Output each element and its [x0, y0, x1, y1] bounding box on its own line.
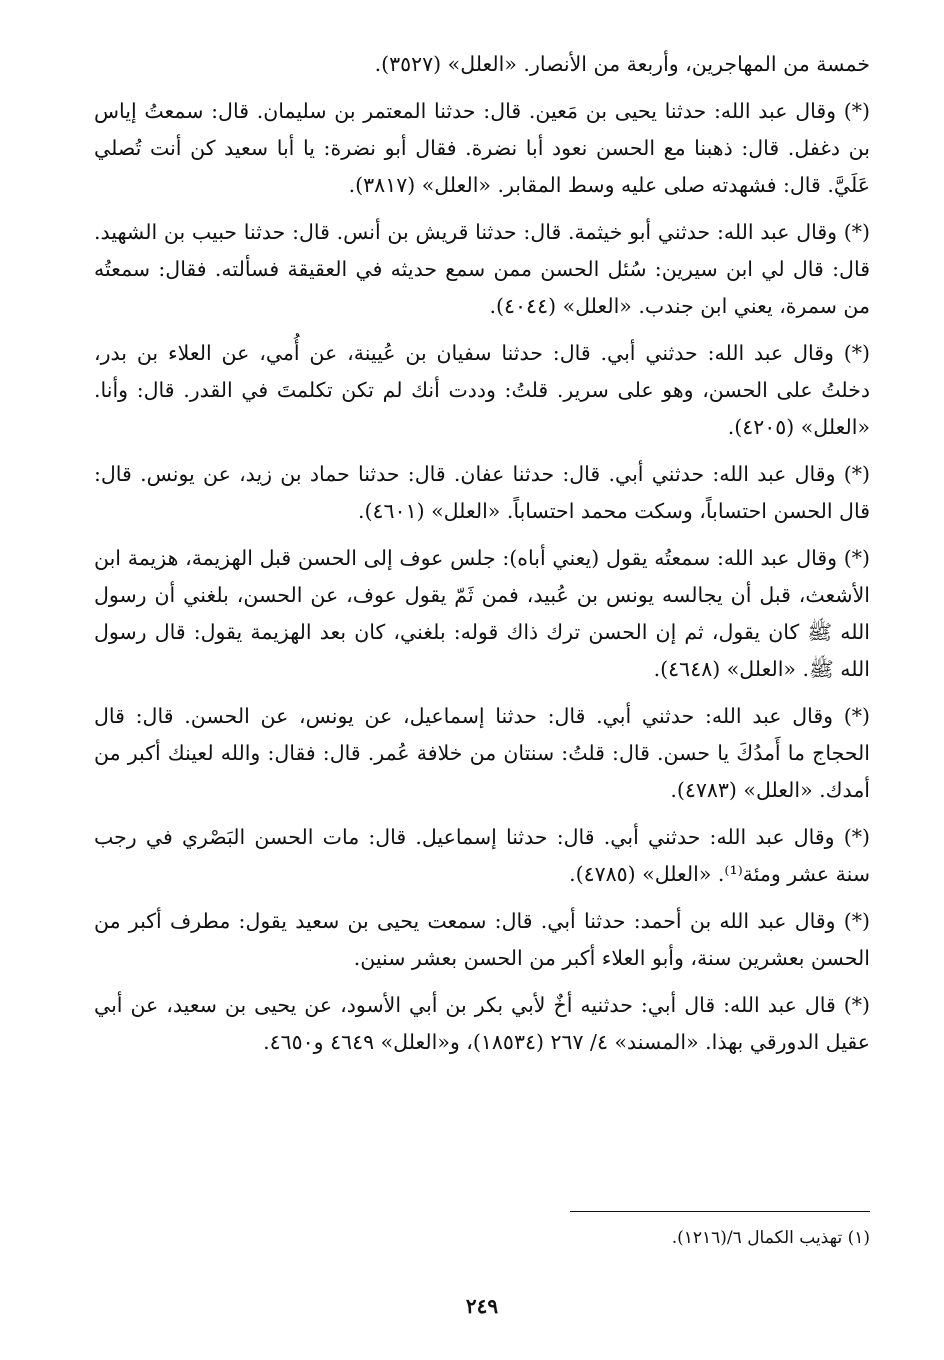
paragraph-3: (*) وقال عبد الله: حدثني أبو خيثمة. قال: حدثنا قريش بن أنس. قال: حدثنا حبيب بن الشهيد. قال: قال لي ابن سيرين: سُئل الحسن ممن سمع حديثه في العقيقة فسألته. فقال: سمعتُه من سمرة، يعني ابن جندب. «العلل» (٤٠٤٤). [94, 220, 870, 318]
footnote-divider [570, 1211, 870, 1212]
paragraph-8: (*) وقال عبد الله: حدثني أبي. قال: حدثنا إسماعيل. قال: مات الحسن البَصْري في رجب سنة عشر ومئة⁽¹⁾. «العلل» (٤٧٨٥). [94, 825, 870, 886]
paragraph-5: (*) وقال عبد الله: حدثني أبي. قال: حدثنا عفان. قال: حدثنا حماد بن زيد، عن يونس. قال: قال الحسن احتساباً، وسكت محمد احتساباً. «العلل» (٤٦٠١). [94, 462, 870, 523]
paragraph-7: (*) وقال عبد الله: حدثني أبي. قال: حدثنا إسماعيل، عن يونس، عن الحسن. قال: قال الحجاج ما أَمدُكَ يا حسن. قال: قلتُ: سنتان من خلافة عُمر. قال: فقال: والله لعينك أكبر من أمدك. «العلل» (٤٧٨٣). [94, 704, 870, 802]
footnote: (١) تهذيب الكمال ٦/(١٢١٦). [671, 1228, 870, 1248]
page-number: ٢٤٩ [465, 1294, 499, 1318]
book-page [94, 46, 870, 1346]
paragraph-9: (*) وقال عبد الله بن أحمد: حدثنا أبي. قال: سمعت يحيى بن سعيد يقول: مطرف أكبر من الحسن بعشرين سنة، وأبو العلاء أكبر من الحسن بعشر سنين. [94, 909, 870, 970]
paragraph-4: (*) وقال عبد الله: حدثني أبي. قال: حدثنا سفيان بن عُيينة، عن أُمي، عن العلاء بن بدر، دخلتُ على الحسن، وهو على سرير. قلتُ: وددت أنك لم تكن تكلمتَ في القدر. قال: وأنا. «العلل» (٤٢٠٥). [94, 341, 870, 439]
paragraph-1: خمسة من المهاجرين، وأربعة من الأنصار. «العلل» (٣٥٢٧). [374, 52, 870, 76]
paragraph-10: (*) قال عبد الله: قال أبي: حدثنيه أخٌ لأبي بكر بن أبي الأسود، عن يحيى بن سعيد، عن أبي عقيل الدورقي بهذا. «المسند» ٤/ ٢٦٧ (١٨٥٣٤)، و«العلل» ٤٦٤٩ و٤٦٥٠. [94, 993, 870, 1054]
paragraph-2: (*) وقال عبد الله: حدثنا يحيى بن مَعين. قال: حدثنا المعتمر بن سليمان. قال: سمعتُ إياس بن دغفل. قال: ذهبنا مع الحسن نعود أبا نضرة. فقال أبو نضرة: يا أبا سعيد كن أنت تُصلي عَلَيَّ. قال: فشهدته صلى عليه وسط المقابر. «العلل» (٣٨١٧). [94, 99, 870, 197]
paragraph-6: (*) وقال عبد الله: سمعتُه يقول (يعني أباه): جلس عوف إلى الحسن قبل الهزيمة، هزيمة ابن الأشعث، قبل أن يجالسه يونس بن عُبيد، فمن ثَمّ يقول عوف، عن الحسن، بلغني أن رسول الله ﷺ كان يقول، ثم إن الحسن ترك ذاك قوله: بلغني، كان بعد الهزيمة يقول: قال رسول الله ﷺ. «العلل» (٤٦٤٨). [94, 546, 870, 681]
